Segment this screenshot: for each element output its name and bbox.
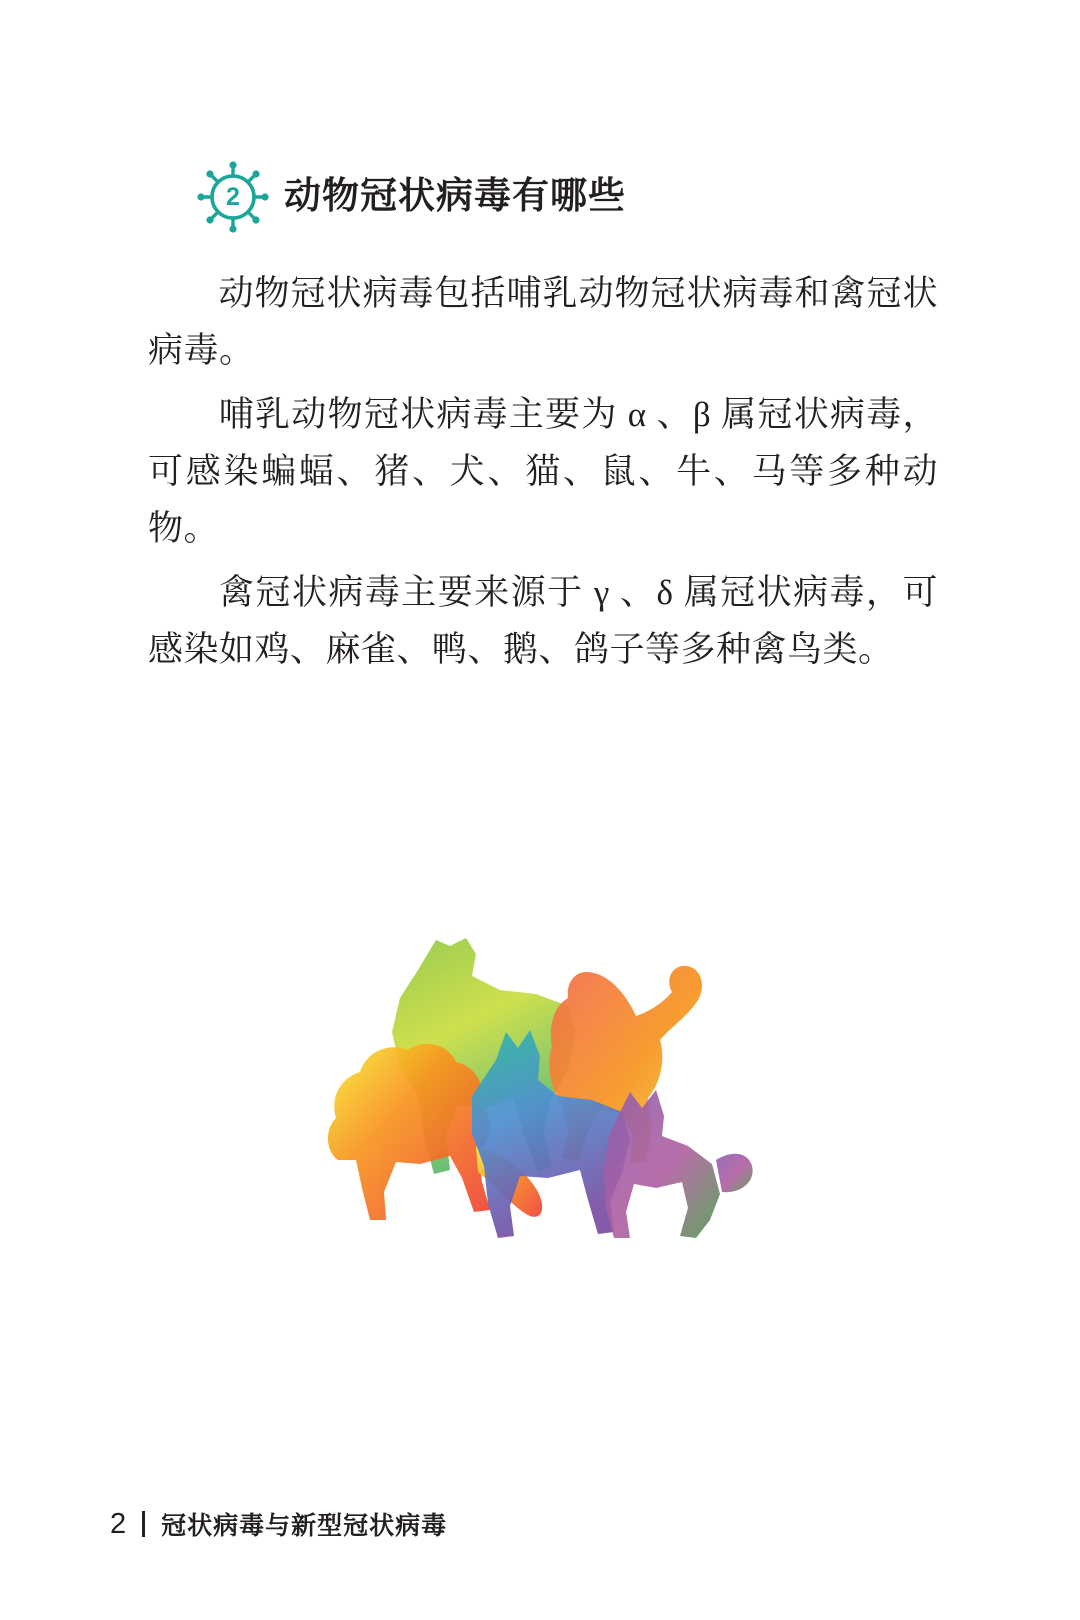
page-footer <box>110 1506 447 1542</box>
paragraph <box>148 266 938 379</box>
body-copy <box>148 266 938 687</box>
paragraph-text: 禽冠状病毒主要来源于 γ 、δ 属冠状病毒，可感染如鸡、麻雀、鸭、鹅、鸽子等多种禽鸟类。 <box>148 573 938 670</box>
footer-book-title: 冠状病毒与新型冠状病毒 <box>161 1512 448 1540</box>
heading-title: 动物冠状病毒有哪些 <box>284 175 626 216</box>
footer-page-number: 2 <box>110 1507 127 1540</box>
paragraph <box>148 387 938 557</box>
paragraph <box>148 565 938 678</box>
heading-number: 2 <box>226 183 240 211</box>
watercolor-animals-illustration <box>300 920 760 1280</box>
paragraph-text: 哺乳动物冠状病毒主要为 α 、β 属冠状病毒，可感染蝙蝠、猪、犬、猫、鼠、牛、马等多种动物。 <box>148 395 938 548</box>
virus-icon <box>196 160 270 234</box>
paragraph-text: 动物冠状病毒包括哺乳动物冠状病毒和禽冠状病毒。 <box>148 274 938 370</box>
fox-silhouette <box>604 1090 753 1238</box>
section-heading <box>196 160 626 234</box>
footer-divider <box>142 1511 145 1537</box>
